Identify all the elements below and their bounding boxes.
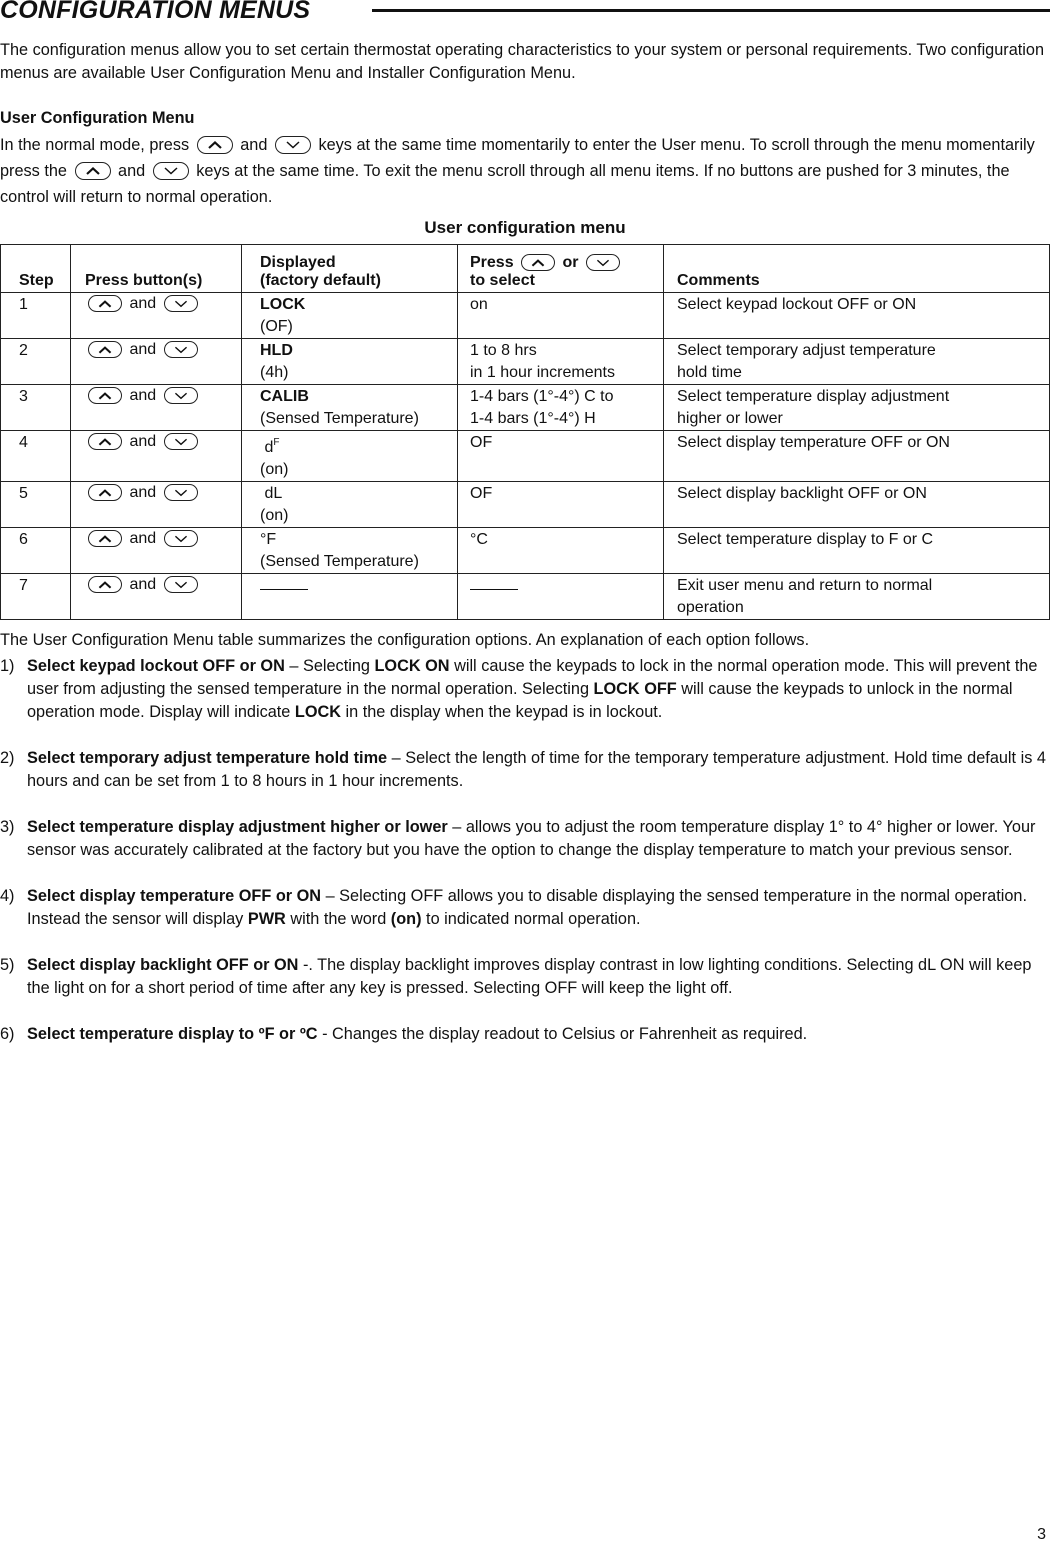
comment-line-1: Exit user menu and return to normal — [677, 577, 933, 594]
cell-displayed — [242, 574, 458, 620]
up-key-icon — [75, 162, 111, 180]
header-press: Press button(s) — [71, 245, 242, 293]
up-key-icon — [88, 484, 122, 501]
up-key-icon — [88, 387, 122, 404]
cell-press — [71, 574, 242, 620]
title-row — [0, 0, 1050, 28]
select-value-2: 1-4 bars (1°-4°) H — [470, 410, 596, 427]
user-menu-text-1: In the normal mode, press — [0, 136, 190, 154]
option-text: with the word — [285, 910, 391, 928]
cell-step: 7 — [1, 574, 71, 620]
cell-step: 3 — [1, 385, 71, 431]
up-key-icon — [88, 295, 122, 312]
cell-press — [71, 482, 242, 528]
cell-step: 4 — [1, 431, 71, 482]
and-word: and — [129, 387, 157, 404]
cell-press — [71, 385, 242, 431]
table-row — [1, 574, 1050, 620]
option-text: (on) — [390, 910, 422, 928]
cell-displayed — [242, 431, 458, 482]
blank-line — [470, 578, 518, 590]
page-number: 3 — [1037, 1526, 1046, 1543]
cell-comments — [664, 293, 1050, 339]
page-title: CONFIGURATION MENUS — [0, 0, 311, 24]
option-text: - Changes the display readout to Celsius or Fahrenheit as required. — [317, 1025, 808, 1043]
option-text: LOCK OFF — [593, 680, 677, 698]
down-key-icon — [153, 162, 189, 180]
cell-select — [458, 293, 664, 339]
cell-displayed — [242, 482, 458, 528]
cell-comments — [664, 339, 1050, 385]
cell-displayed — [242, 385, 458, 431]
comment-line-2: hold time — [677, 364, 742, 381]
cell-select — [458, 528, 664, 574]
user-menu-text-2: and — [240, 136, 268, 154]
blank-line — [260, 578, 308, 590]
table-row — [1, 528, 1050, 574]
cell-press — [71, 293, 242, 339]
option-number: 4) — [0, 887, 15, 905]
option-text: will cause the keypads to lock in the normal operation mode. This will prevent the user from adjusting the sensed temperature in the normal operation. Selecting — [27, 657, 1038, 698]
and-word: and — [129, 576, 157, 593]
down-key-icon — [164, 295, 198, 312]
and-word: and — [129, 530, 157, 547]
display-code: CALIB — [260, 388, 309, 405]
table-header-row — [1, 245, 1050, 293]
select-value-1: OF — [470, 485, 493, 502]
cell-press — [71, 528, 242, 574]
option-number: 1) — [0, 657, 15, 675]
cell-select — [458, 339, 664, 385]
option-text: Select display backlight OFF or ON — [27, 956, 299, 974]
option-number: 2) — [0, 749, 15, 767]
option-item — [0, 954, 1050, 1000]
select-value-1: OF — [470, 434, 493, 451]
user-config-table — [0, 244, 1050, 620]
cell-comments — [664, 574, 1050, 620]
superscript-f: F — [273, 437, 280, 448]
up-key-icon — [88, 341, 122, 358]
cell-comments — [664, 385, 1050, 431]
down-key-icon — [164, 576, 198, 593]
cell-select — [458, 431, 664, 482]
display-code: $d^F$ — [264, 437, 280, 456]
comment-line-2: operation — [677, 599, 744, 616]
select-value-2: in 1 hour increments — [470, 364, 615, 381]
option-item — [0, 655, 1050, 724]
user-menu-paragraph — [0, 132, 1050, 210]
comment-line-1: Select temporary adjust temperature — [677, 342, 936, 359]
table-title: User configuration menu — [424, 218, 626, 237]
table-row — [1, 431, 1050, 482]
option-text: – Selecting OFF allows you to disable displaying the sensed temperature in the normal operation. Instead the sensor will display — [27, 887, 1027, 928]
option-text: Select temperature display to ºF or ºC — [27, 1025, 318, 1043]
intro-paragraph: The configuration menus allow you to set certain thermostat operating characteristics to your system or personal requirements. Two configuration menus are available User Configuration Menu and Installer Configuration Menu. — [0, 41, 1045, 82]
comment-line-2: higher or lower — [677, 410, 783, 427]
table-row — [1, 385, 1050, 431]
and-word: and — [129, 295, 157, 312]
cell-select — [458, 482, 664, 528]
user-menu-text-3: keys at the same time momentarily to enter the User menu. To scroll through the menu momentarily press the — [0, 136, 1035, 180]
option-text: to indicated normal operation. — [421, 910, 641, 928]
display-code: LOCK — [260, 296, 306, 313]
option-number: 3) — [0, 818, 15, 836]
summary-paragraph: The User Configuration Menu table summarizes the configuration options. An explanation of each option follows. — [0, 631, 810, 649]
header-step: Step — [1, 245, 71, 293]
option-text: Select temperature display adjustment higher or lower — [27, 818, 448, 836]
down-key-icon — [164, 433, 198, 450]
header-select: Press or to select — [458, 245, 664, 293]
cell-comments — [664, 431, 1050, 482]
cell-comments — [664, 528, 1050, 574]
user-menu-text-5: keys at the same time. To exit the menu scroll through all menu items. If no buttons are pushed for 3 minutes, the control will return to normal operation. — [0, 162, 1010, 206]
option-item — [0, 816, 1050, 862]
display-default: (OF) — [260, 318, 293, 335]
cell-step: 5 — [1, 482, 71, 528]
down-key-icon — [586, 254, 620, 271]
cell-comments — [664, 482, 1050, 528]
display-default: (4h) — [260, 364, 289, 381]
table-row — [1, 339, 1050, 385]
option-number: 5) — [0, 956, 15, 974]
and-word: and — [129, 433, 157, 450]
option-text: Select keypad lockout OFF or ON — [27, 657, 285, 675]
select-value-1: 1-4 bars (1°-4°) C to — [470, 388, 614, 405]
down-key-icon — [164, 530, 198, 547]
option-item — [0, 1023, 1050, 1046]
cell-step: 6 — [1, 528, 71, 574]
option-text: in the display when the keypad is in lockout. — [341, 703, 663, 721]
select-value-1: °C — [470, 531, 488, 548]
cell-displayed — [242, 293, 458, 339]
display-default: (on) — [260, 461, 289, 478]
option-text: LOCK — [294, 703, 341, 721]
and-word: and — [129, 341, 157, 358]
option-list — [0, 655, 1050, 1046]
header-comments: Comments — [664, 245, 1050, 293]
table-row — [1, 482, 1050, 528]
display-default: (Sensed Temperature) — [260, 410, 419, 427]
option-text: will cause the keypads to unlock in the normal operation mode. Display will indicate — [27, 680, 1013, 721]
user-menu-heading: User Configuration Menu — [0, 109, 195, 127]
up-key-icon — [88, 576, 122, 593]
option-text: -. The display backlight improves display contrast in low lighting conditions. Selecting dL ON will keep the light on for a short period of time after any key is pressed. Selecting OFF will keep the light off. — [27, 956, 1032, 997]
display-code: °F — [260, 531, 277, 548]
and-word: and — [129, 484, 157, 501]
option-text: – Selecting — [284, 657, 375, 675]
cell-press — [71, 339, 242, 385]
comment-line-1: Select display temperature OFF or ON — [677, 434, 950, 451]
display-default: (Sensed Temperature) — [260, 553, 419, 570]
option-text: Select display temperature OFF or ON — [27, 887, 322, 905]
user-menu-text-4: and — [118, 162, 146, 180]
cell-step: 1 — [1, 293, 71, 339]
select-value-1: 1 to 8 hrs — [470, 342, 537, 359]
up-key-icon — [197, 136, 233, 154]
cell-select — [458, 385, 664, 431]
display-default: (on) — [260, 507, 289, 524]
option-text: – allows you to adjust the room temperature display 1° to 4° higher or lower. Your sensor was accurately calibrated at the factory but you have the option to change the display temperature to match your previous sensor. — [27, 818, 1036, 859]
table-row — [1, 293, 1050, 339]
down-key-icon — [164, 387, 198, 404]
cell-step: 2 — [1, 339, 71, 385]
select-value-1: on — [470, 296, 488, 313]
up-key-icon — [88, 530, 122, 547]
title-rule — [372, 9, 1050, 12]
header-displayed: Displayed (factory default) — [242, 245, 458, 293]
down-key-icon — [275, 136, 311, 154]
down-key-icon — [164, 484, 198, 501]
cell-displayed — [242, 528, 458, 574]
option-text: Select temporary adjust temperature hold time — [27, 749, 388, 767]
option-number: 6) — [0, 1025, 15, 1043]
option-item — [0, 747, 1050, 793]
option-item — [0, 885, 1050, 931]
comment-line-1: Select temperature display adjustment — [677, 388, 950, 405]
display-code: HLD — [260, 342, 293, 359]
option-text: – Select the length of time for the temporary temperature adjustment. Hold time default is 4 hours and can be set from 1 to 8 hours in 1 hour increments. — [27, 749, 1046, 790]
up-key-icon — [521, 254, 555, 271]
comment-line-1: Select keypad lockout OFF or ON — [677, 296, 917, 313]
comment-line-1: Select display backlight OFF or ON — [677, 485, 927, 502]
up-key-icon — [88, 433, 122, 450]
down-key-icon — [164, 341, 198, 358]
comment-line-1: Select temperature display to F or C — [677, 531, 934, 548]
cell-displayed — [242, 339, 458, 385]
option-text: PWR — [247, 910, 286, 928]
display-code: dL — [264, 485, 283, 502]
option-text: LOCK ON — [374, 657, 450, 675]
cell-press — [71, 431, 242, 482]
cell-select — [458, 574, 664, 620]
